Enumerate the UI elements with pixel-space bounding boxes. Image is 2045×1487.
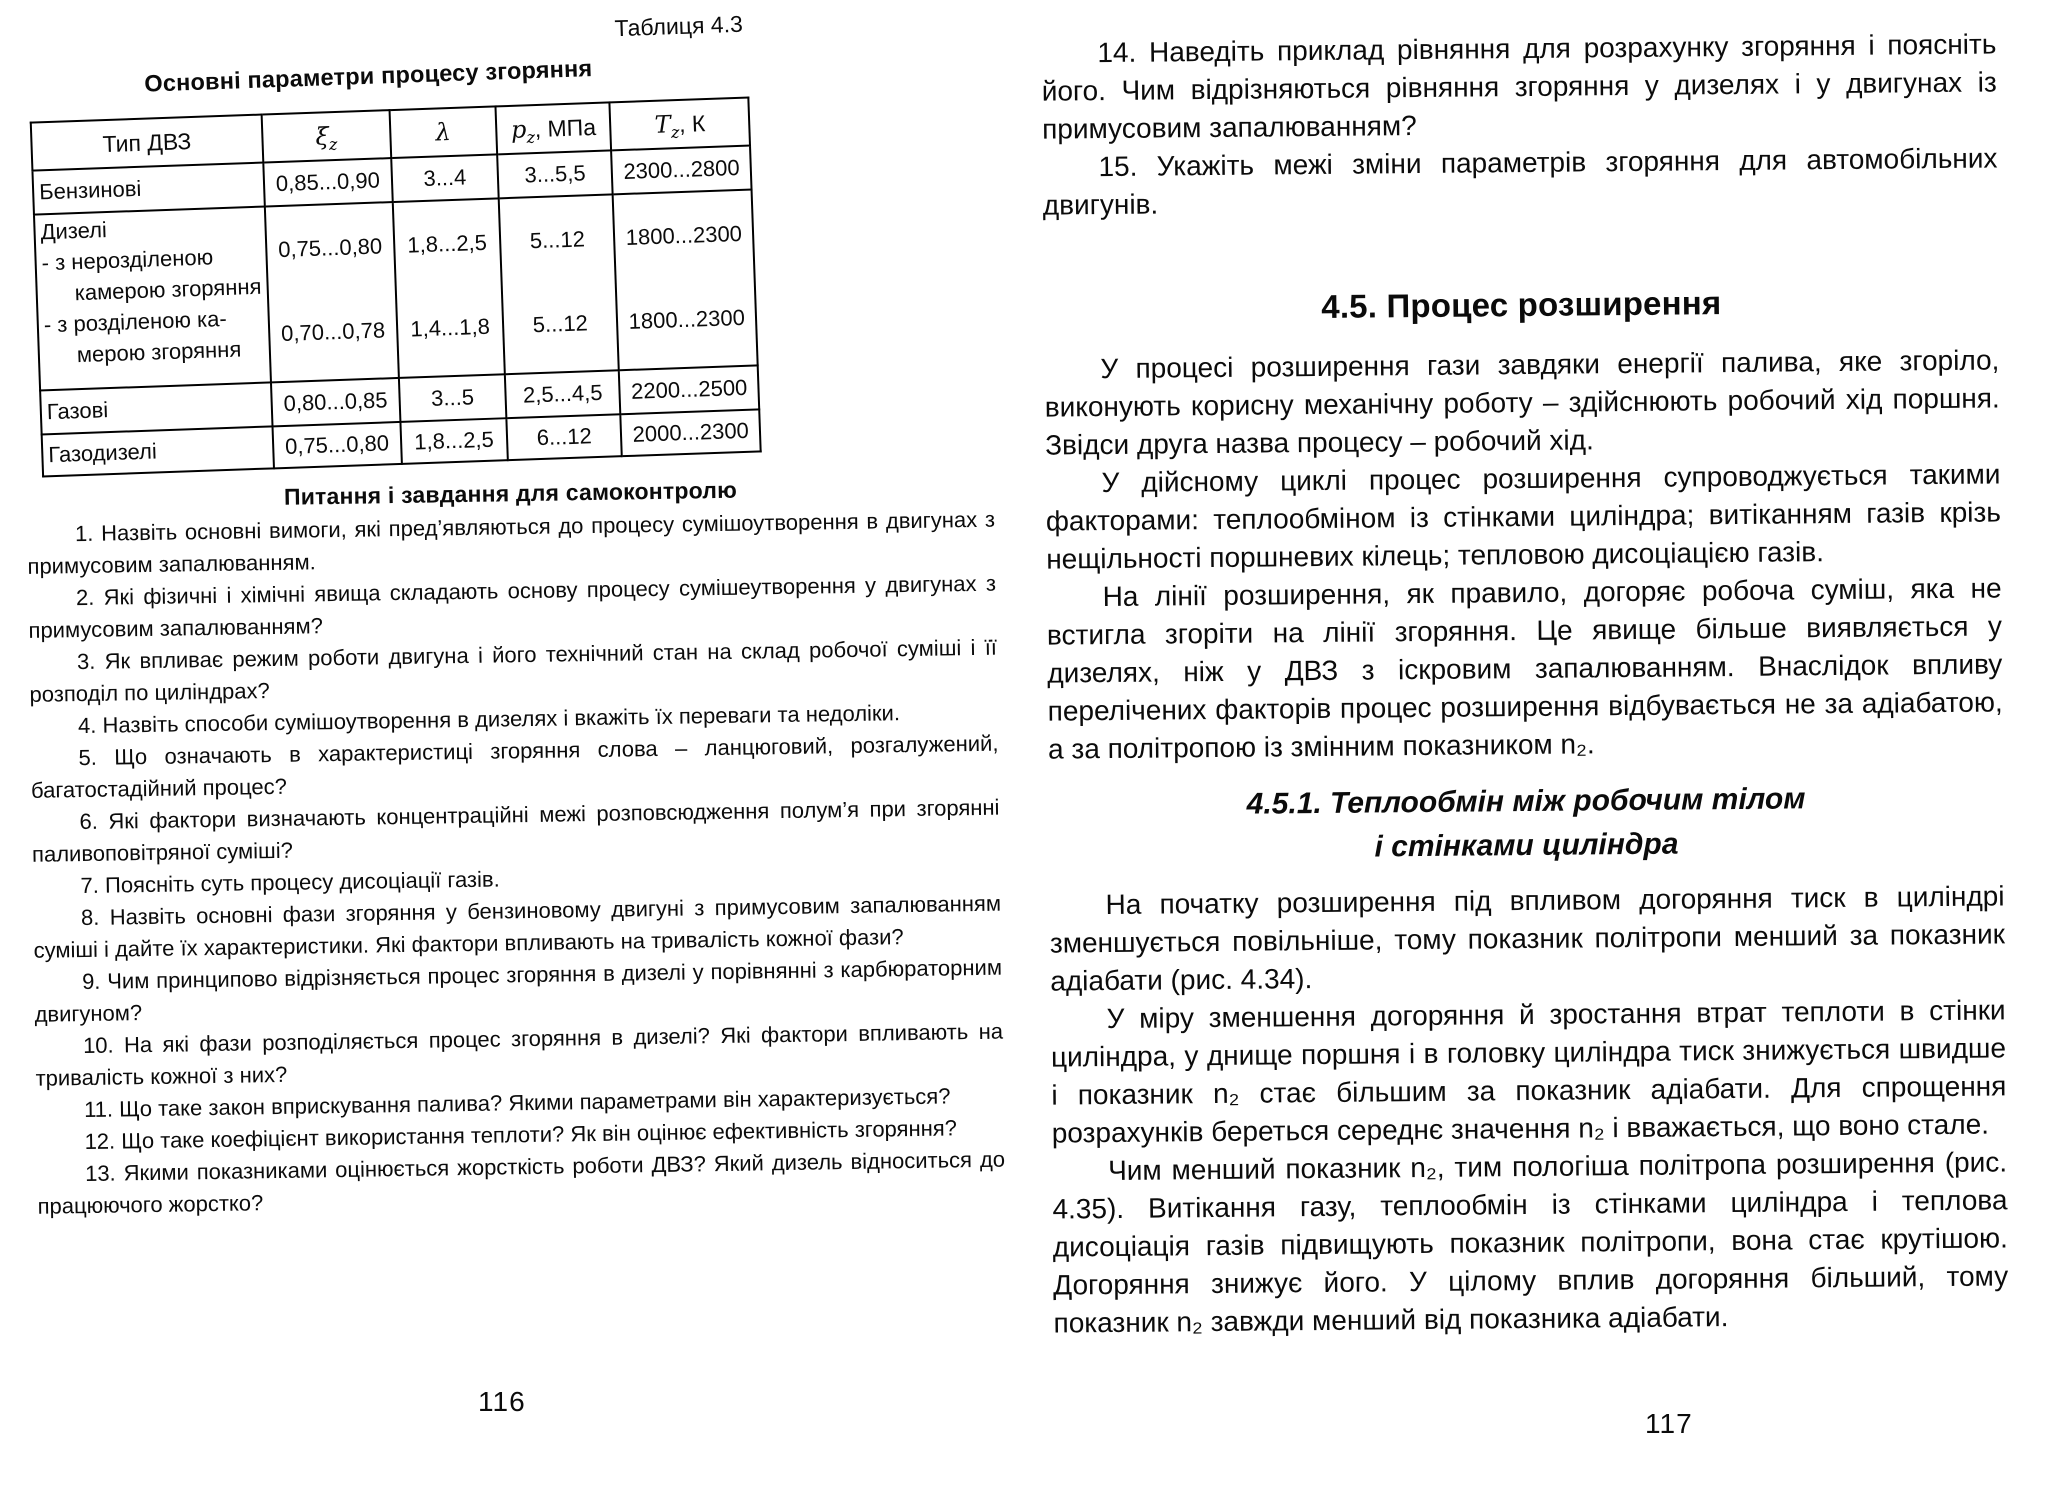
cell-pressure: 2,5...4,5	[505, 370, 621, 418]
cell-temperature: 2200...2500	[619, 365, 759, 414]
right-page	[1041, 0, 2010, 1485]
cell-temperature: 1800...2300 1800...2300	[613, 190, 758, 371]
question-item: 9. Чим принципово відрізняється процес згоряння в дизелі у порівнянні з карбюраторним двигуном?	[34, 954, 1003, 1027]
cell-pressure: 6...12	[506, 414, 622, 460]
question-item: 1. Назвіть основні вимоги, які пред’являються до процесу сумішоутворення в двигунах з примусовим запалюванням.	[27, 506, 996, 579]
row-label: Газодизелі	[42, 426, 274, 476]
paragraph: Чим менший показник n₂, тим пологіша політропа розширення (рис. 4.35). Витікання газу, теплообмін із стінками циліндра і теплова дисоціація газів підвищують показник політропи, вона стає крутішою. Догоряння знижує його. У цілому вплив догоряння більший, тому показник n₂ завжди менший від показника адіабати.	[1052, 1146, 2009, 1339]
cell-lambda: 3...4	[391, 154, 498, 202]
question-item: 8. Назвіть основні фази згоряння у бензиновому двигуні з примусовим запалюванням суміші і дайте їх характеристики. Які фактори впливають на тривалість кожної фази?	[33, 890, 1002, 963]
page-number-left: 116	[478, 1386, 526, 1417]
cell-xi: 0,75...0,80 0,70...0,78	[265, 202, 399, 382]
table-area	[27, 11, 762, 478]
subsection-heading	[1048, 775, 2004, 872]
cell-xi: 0,80...0,85	[271, 378, 401, 426]
section-body	[1044, 341, 2003, 768]
left-page	[19, 0, 1010, 1487]
section-heading: 4.5. Процес розширення	[1321, 284, 1722, 325]
row-label: Газові	[40, 382, 272, 434]
header-xi: $\xi_z$	[261, 110, 391, 162]
question-item: 13. Якими показниками оцінюється жорсткість роботи ДВЗ? Який дизель відноситься до працюючого жорстко?	[37, 1146, 1006, 1219]
question-item: 3. Як впливає режим роботи двигуна і його технічний стан на склад робочої суміші і її розподіл по циліндрах?	[29, 634, 998, 707]
question-item: 7. Поясніть суть процесу дисоціації газів.	[80, 866, 500, 899]
table-title: Основні параметри процесу згоряння	[143, 55, 593, 97]
table-row-dyzeli	[34, 190, 758, 391]
question-item: 12. Що таке коефіцієнт використання теплоти? Як він оцінює ефективність згоряння?	[84, 1115, 958, 1155]
question-item: 11. Що таке закон вприскування палива? Якими параметрами він характеризується?	[83, 1083, 951, 1123]
cell-pressure: 3...5,5	[497, 150, 613, 198]
cell-lambda: 3...5	[399, 374, 506, 422]
table-caption: Таблиця 4.3	[614, 10, 744, 42]
header-lambda: λ	[390, 106, 498, 158]
cell-lambda: 1,8...2,5 1,4...1,8	[393, 198, 505, 378]
question-item: 15. Укажіть межі зміни параметрів згоряння для автомобільних двигунів.	[1042, 142, 1998, 221]
cell-temperature: 2300...2800	[612, 146, 752, 195]
cell-lambda: 1,8...2,5	[400, 418, 507, 464]
row-label: Бензинові	[32, 163, 264, 215]
cell-pressure: 5...12 5...12	[499, 194, 620, 374]
header-engine-type	[31, 115, 263, 171]
header-temperature: $T_z$, К	[610, 98, 750, 151]
paragraph: На лінії розширення, як правило, догоряє робоча суміш, яка не встигла згоріти на лінії згоряння. Це явище більше виявляється у дизелях, ніж у ДВЗ з іскровим запалюванням. Внаслідок впливу перелічених факторів процес розширення відбувається не за адіабатою, а за політропою із змінним показником n₂.	[1046, 572, 2003, 765]
paragraph: На початку розширення під впливом догоряння тиск в циліндрі зменшується повільніше, тому показник політропи менший за показник адіабати (рис. 4.34).	[1049, 880, 2006, 997]
subsection-heading-line1: 4.5.1. Теплообмін між робочим тілом	[1246, 782, 1806, 821]
question-item: 6. Які фактори визначають концентраційні межі розповсюдження полум’я при згорянні паливоповітряної суміші?	[31, 794, 1000, 867]
question-item: 2. Які фізичні і хімічні явища складають основу процесу сумішеутворення у двигунах з примусовим запалюванням?	[28, 570, 997, 643]
page-number-right: 117	[1645, 1408, 1693, 1439]
subsection-heading-line2: і стінками циліндра	[1374, 827, 1679, 864]
questions-continued	[1041, 25, 1998, 224]
cell-temperature: 2000...2300	[621, 409, 761, 456]
paragraph: У процесі розширення гази завдяки енергії палива, яке згоріло, виконують корисну механічну роботу – здійснюють робочий хід поршня. Звідси друга назва процесу – робочий хід.	[1044, 344, 2000, 461]
combustion-parameters-table	[30, 97, 762, 478]
paragraph: У дійсному циклі процес розширення супроводжується такими факторами: теплообміном із стінками циліндра; витіканням газів крізь нещільності поршневих кілець; тепловою дисоціацією газів.	[1045, 458, 2001, 575]
question-item: 4. Назвіть способи сумішоутворення в дизелях і вкажіть їх переваги та недоліки.	[77, 700, 901, 739]
header-engine-type-label: Тип ДВЗ	[102, 127, 192, 157]
question-item: 5. Що означають в характеристиці згоряння слова – ланцюговий, розгалужений, багатостадійний процес?	[30, 730, 999, 803]
self-check-questions-section	[26, 470, 1005, 1223]
cell-xi: 0,75...0,80	[272, 422, 402, 468]
header-pressure: $p_z$, МПа	[495, 102, 611, 154]
cell-xi: 0,85...0,90	[263, 158, 393, 206]
subsection-body	[1049, 877, 2008, 1342]
row-label: Дизелі - з нерозділеною камерою згоряння - з розділеною ка- мерою згоряння	[34, 207, 271, 391]
question-item: 10. На які фази розподіляється процес згоряння в дизелі? Які фактори впливають на тривалість кожної з них?	[35, 1018, 1004, 1091]
paragraph: У міру зменшення догоряння й зростання втрат теплоти в стінки циліндра, у днище поршня і в головку циліндра тиск знижується швидше і показник n₂ стає більшим за показник адіабати. Для спрощення розрахунків береться середнє значення n₂ і вважається, що воно стале.	[1050, 994, 2007, 1149]
questions-heading: Питання і завдання для самоконтролю	[283, 476, 738, 510]
question-item: 14. Наведіть приклад рівняння для розрахунку згоряння і поясніть його. Чим відрізняються рівняння згоряння у дизелях і у двигунах із примусовим запалюванням?	[1041, 28, 1997, 145]
